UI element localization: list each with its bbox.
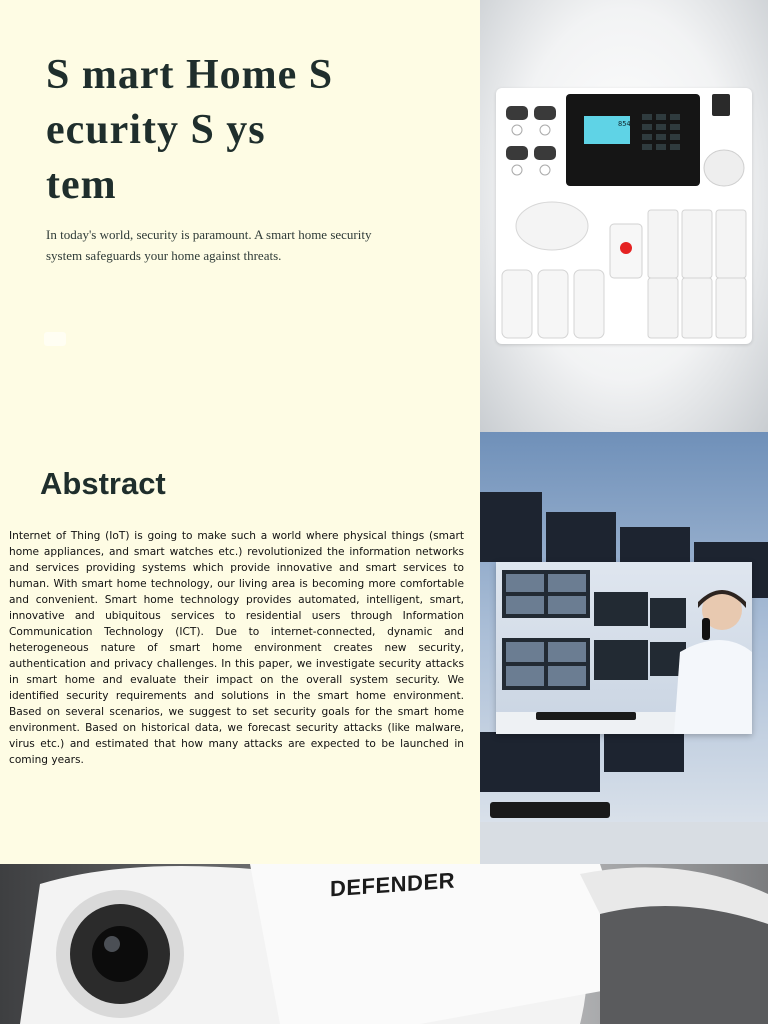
panel-display-text: 854 bbox=[618, 120, 631, 128]
control-panel bbox=[566, 94, 700, 186]
surveillance-image-panel bbox=[480, 432, 768, 864]
operator-illustration bbox=[496, 562, 752, 734]
smoke-detector bbox=[516, 202, 588, 250]
decorative-mark bbox=[44, 332, 66, 346]
siren bbox=[704, 150, 744, 186]
operator-photo bbox=[496, 562, 752, 734]
camera-brand-label: DEFENDER bbox=[330, 867, 456, 902]
slide-title: S mart Home S ecurity S ys tem bbox=[46, 52, 334, 208]
camera-image-strip bbox=[0, 864, 768, 1024]
abstract-body: Internet of Thing (IoT) is going to make such a world where physical things (smart home appliances, and smart watches etc.) revolutionized the information networks and services providing systems which provide innovative and smart services to human. With smart home technology, our living area is becoming more comfortable and convenient. Smart home technology provides automated, intelligent, smart, innovative and ubiquitous services to residential users through Information Communication Technology (ICT). Due to internet-connected, dynamic and heterogeneous nature of smart home environment creates new security, authentication and privacy challenges. In this paper, we investigate security attacks in smart home and evaluate their impact on the overall system security. We identified security requirements and solutions in the smart home environment. Based on several scenarios, we suggest to set security goals for the smart home environment. Based on historical data, we forecast security attacks (like malware, virus etc.) and estimated that how many attacks are expected to be launched in coming years. bbox=[9, 530, 464, 766]
power-adapter bbox=[712, 94, 730, 116]
remote-keyfobs bbox=[506, 106, 556, 175]
alarm-kit-illustration bbox=[496, 88, 752, 344]
door-sensors bbox=[648, 210, 746, 338]
slide-subtitle: In today's world, security is paramount. A smart home security system safeguards your home against threats. bbox=[46, 227, 372, 263]
alarm-kit-photo bbox=[496, 88, 752, 344]
abstract-slide bbox=[0, 432, 480, 864]
title-slide bbox=[0, 0, 480, 432]
abstract-heading: Abstract bbox=[40, 466, 166, 501]
alarm-kit-image-panel bbox=[480, 0, 768, 432]
motion-sensors bbox=[502, 270, 604, 338]
